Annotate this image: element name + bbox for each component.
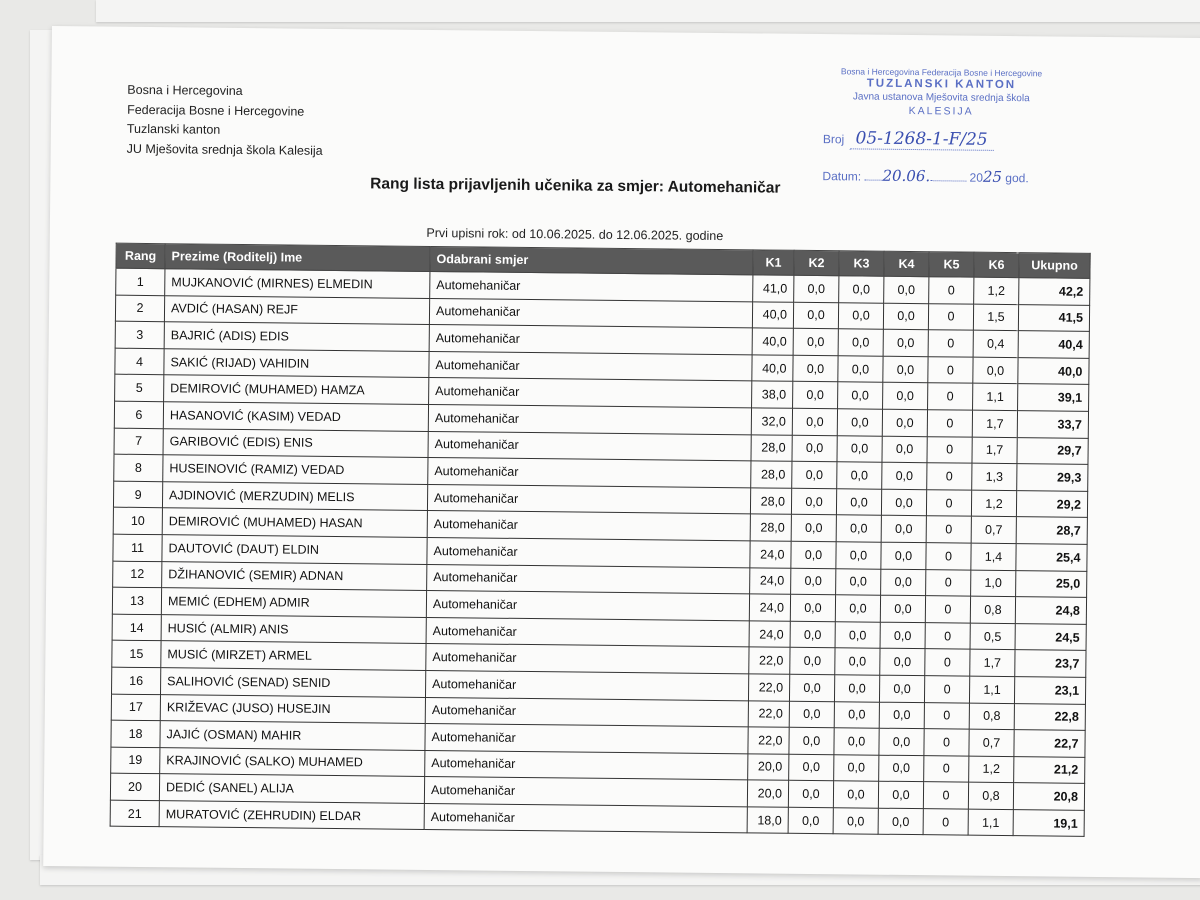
cell-k2: 0,0 — [791, 488, 836, 515]
cell-k1: 24,0 — [750, 567, 791, 594]
header-line: JU Mješovita srednja škola Kalesija — [126, 141, 323, 158]
header-k2: K2 — [794, 250, 839, 275]
cell-k5: 0 — [925, 622, 970, 649]
header-k6: K6 — [974, 252, 1019, 277]
cell-k3: 0,0 — [833, 808, 878, 835]
cell-k3: 0,0 — [838, 356, 883, 383]
stamp-line-4: KALESIJA — [908, 104, 974, 118]
cell-k6: 0,4 — [973, 330, 1018, 357]
cell-k3: 0,0 — [834, 728, 879, 755]
cell-ukupno: 24,5 — [1015, 623, 1086, 650]
cell-k6: 0,5 — [970, 623, 1015, 650]
cell-k1: 22,0 — [748, 700, 789, 727]
cell-k1: 28,0 — [750, 488, 791, 515]
cell-rang: 8 — [114, 454, 163, 481]
cell-rang: 6 — [114, 401, 163, 428]
cell-rang: 15 — [112, 640, 161, 667]
cell-k4: 0,0 — [882, 436, 927, 463]
cell-smjer: Automehaničar — [429, 298, 752, 328]
cell-name: DEMIROVIĆ (MUHAMED) HASAN — [162, 508, 427, 537]
stamp-line-3: Javna ustanova Mješovita srednja škola — [852, 91, 1030, 105]
cell-k3: 0,0 — [838, 302, 883, 329]
header-k1: K1 — [753, 250, 794, 275]
datum-year-value: 25 — [982, 167, 1003, 186]
cell-name: HUSIĆ (ALMIR) ANIS — [161, 614, 426, 643]
cell-k2: 0,0 — [794, 275, 839, 302]
cell-k5: 0 — [924, 702, 969, 729]
header-ukupno: Ukupno — [1019, 253, 1090, 279]
cell-name: BAJRIĆ (ADIS) EDIS — [164, 322, 429, 351]
cell-k3: 0,0 — [835, 621, 880, 648]
cell-k3: 0,0 — [834, 754, 879, 781]
cell-ukupno: 40,0 — [1018, 357, 1089, 384]
stamp-line-2: TUZLANSKI KANTON — [866, 77, 1017, 92]
paper-stack-back — [96, 0, 1200, 22]
cell-ukupno: 29,7 — [1017, 437, 1088, 464]
cell-k6: 0,7 — [971, 516, 1016, 543]
cell-rang: 1 — [116, 268, 165, 295]
cell-name: MEMIĆ (EDHEM) ADMIR — [161, 588, 426, 617]
cell-k5: 0 — [924, 729, 969, 756]
page-subtitle: Prvi upisni rok: od 10.06.2025. do 12.06.2025. godine — [426, 225, 724, 244]
cell-k5: 0 — [924, 755, 969, 782]
header-line: Federacija Bosne i Hercegovine — [127, 102, 305, 119]
cell-k1: 28,0 — [750, 514, 791, 541]
cell-name: MUSIĆ (MIRZET) ARMEL — [161, 641, 426, 670]
cell-k6: 0,8 — [969, 703, 1014, 730]
cell-ukupno: 22,8 — [1014, 703, 1085, 730]
cell-ukupno: 28,7 — [1016, 517, 1087, 544]
cell-k2: 0,0 — [789, 754, 834, 781]
cell-k6: 1,1 — [973, 384, 1018, 411]
cell-k6: 1,5 — [973, 304, 1018, 331]
cell-k6: 0,8 — [970, 596, 1015, 623]
cell-k5: 0 — [925, 649, 970, 676]
cell-k3: 0,0 — [837, 409, 882, 436]
cell-rang: 5 — [115, 375, 164, 402]
cell-k5: 0 — [928, 303, 973, 330]
cell-name: SAKIĆ (RIJAD) VAHIDIN — [164, 348, 429, 377]
cell-ukupno: 29,3 — [1017, 464, 1088, 491]
cell-k1: 20,0 — [747, 780, 788, 807]
cell-smjer: Automehaničar — [425, 670, 748, 700]
cell-rang: 3 — [115, 321, 164, 348]
cell-k4: 0,0 — [882, 409, 927, 436]
cell-k2: 0,0 — [788, 807, 833, 834]
cell-k1: 28,0 — [751, 434, 792, 461]
cell-k3: 0,0 — [834, 675, 879, 702]
cell-ukupno: 19,1 — [1013, 809, 1084, 836]
cell-name: DEDIĆ (SANEL) ALIJA — [159, 774, 424, 803]
cell-k5: 0 — [929, 277, 974, 304]
cell-k2: 0,0 — [793, 302, 838, 329]
cell-k4: 0,0 — [878, 808, 923, 835]
cell-k5: 0 — [926, 569, 971, 596]
cell-k5: 0 — [925, 596, 970, 623]
cell-k1: 18,0 — [747, 807, 788, 834]
cell-smjer: Automehaničar — [428, 404, 751, 434]
cell-k2: 0,0 — [793, 355, 838, 382]
cell-smjer: Automehaničar — [426, 591, 749, 621]
document-page — [43, 26, 1200, 878]
cell-k2: 0,0 — [792, 408, 837, 435]
header-smjer: Odabrani smjer — [430, 246, 753, 274]
cell-smjer: Automehaničar — [427, 537, 750, 567]
cell-rang: 9 — [113, 481, 162, 508]
cell-k4: 0,0 — [883, 383, 928, 410]
cell-k3: 0,0 — [837, 435, 882, 462]
cell-name: MUJKANOVIĆ (MIRNES) ELMEDIN — [165, 269, 430, 298]
cell-k1: 40,0 — [752, 355, 793, 382]
cell-k3: 0,0 — [839, 276, 884, 303]
cell-k1: 32,0 — [751, 408, 792, 435]
cell-smjer: Automehaničar — [427, 511, 750, 541]
cell-k4: 0,0 — [881, 542, 926, 569]
cell-smjer: Automehaničar — [424, 803, 747, 833]
cell-smjer: Automehaničar — [429, 325, 752, 355]
cell-k6: 1,7 — [972, 437, 1017, 464]
cell-k5: 0 — [928, 356, 973, 383]
cell-rang: 13 — [112, 587, 161, 614]
ranking-table — [110, 243, 1091, 838]
cell-k6: 1,7 — [972, 410, 1017, 437]
cell-smjer: Automehaničar — [429, 378, 752, 408]
table-body — [110, 268, 1090, 837]
cell-k5: 0 — [923, 782, 968, 809]
cell-k6: 1,7 — [970, 649, 1015, 676]
cell-k6: 1,2 — [971, 490, 1016, 517]
cell-k4: 0,0 — [884, 276, 929, 303]
cell-k3: 0,0 — [835, 595, 880, 622]
cell-ukupno: 41,5 — [1018, 304, 1089, 331]
cell-k4: 0,0 — [879, 728, 924, 755]
cell-name: KRIŽEVAC (JUSO) HUSEJIN — [160, 694, 425, 723]
cell-k5: 0 — [927, 436, 972, 463]
cell-k1: 22,0 — [748, 727, 789, 754]
cell-ukupno: 40,4 — [1018, 331, 1089, 358]
cell-k4: 0,0 — [879, 702, 924, 729]
header-k5: K5 — [929, 252, 974, 277]
cell-rang: 2 — [115, 295, 164, 322]
cell-rang: 17 — [111, 694, 160, 721]
header-line: Tuzlanski kanton — [126, 121, 221, 137]
header-line: Bosna i Hercegovina — [127, 82, 243, 99]
cell-k2: 0,0 — [790, 621, 835, 648]
datum-value: 20.06. — [882, 166, 931, 186]
page-title: Rang lista prijavljenih učenika za smjer: Automehaničar — [370, 175, 781, 197]
cell-k6: 0,8 — [968, 782, 1013, 809]
cell-k6: 1,3 — [972, 463, 1017, 490]
cell-name: GARIBOVIĆ (EDIS) ENIS — [163, 428, 428, 457]
cell-ukupno: 42,2 — [1019, 278, 1090, 305]
cell-k1: 22,0 — [748, 674, 789, 701]
cell-k6: 1,4 — [971, 543, 1016, 570]
cell-k1: 41,0 — [753, 275, 794, 302]
cell-rang: 11 — [113, 534, 162, 561]
cell-smjer: Automehaničar — [426, 644, 749, 674]
cell-k1: 28,0 — [751, 461, 792, 488]
cell-k6: 0,7 — [969, 729, 1014, 756]
header-name: Prezime (Roditelj) Ime — [165, 244, 430, 272]
cell-name: AJDINOVIĆ (MERZUDIN) MELIS — [162, 481, 427, 510]
cell-k1: 38,0 — [752, 381, 793, 408]
cell-k4: 0,0 — [881, 516, 926, 543]
cell-k6: 0,0 — [973, 357, 1018, 384]
cell-k1: 24,0 — [750, 541, 791, 568]
cell-k2: 0,0 — [790, 648, 835, 675]
cell-k2: 0,0 — [793, 328, 838, 355]
cell-smjer: Automehaničar — [429, 351, 752, 381]
cell-rang: 18 — [111, 720, 160, 747]
cell-k1: 24,0 — [749, 594, 790, 621]
cell-ukupno: 23,7 — [1015, 650, 1086, 677]
cell-ukupno: 22,7 — [1014, 730, 1085, 757]
cell-rang: 7 — [114, 428, 163, 455]
cell-k1: 40,0 — [752, 328, 793, 355]
cell-k3: 0,0 — [836, 488, 881, 515]
cell-name: DEMIROVIĆ (MUHAMED) HAMZA — [164, 375, 429, 404]
cell-k2: 0,0 — [792, 435, 837, 462]
cell-k5: 0 — [928, 383, 973, 410]
cell-k6: 1,1 — [968, 809, 1013, 836]
cell-k1: 20,0 — [748, 754, 789, 781]
stamp-broj — [823, 128, 994, 150]
cell-k6: 1,2 — [974, 277, 1019, 304]
cell-k5: 0 — [926, 489, 971, 516]
cell-name: SALIHOVIĆ (SENAD) SENID — [161, 668, 426, 697]
cell-ukupno: 21,2 — [1014, 756, 1085, 783]
cell-ukupno: 39,1 — [1018, 384, 1089, 411]
cell-k3: 0,0 — [834, 701, 879, 728]
cell-rang: 4 — [115, 348, 164, 375]
stamp-line-1: Bosna i Hercegovina Federacija Bosne i Hercegovine — [840, 66, 1043, 79]
cell-k6: 1,1 — [969, 676, 1014, 703]
cell-k3: 0,0 — [838, 329, 883, 356]
broj-label: Broj — [822, 132, 845, 147]
cell-k5: 0 — [927, 410, 972, 437]
cell-k2: 0,0 — [790, 594, 835, 621]
header-k4: K4 — [884, 251, 929, 276]
datum-year-prefix: 20 — [969, 170, 983, 185]
cell-k4: 0,0 — [879, 755, 924, 782]
cell-k4: 0,0 — [881, 569, 926, 596]
cell-k4: 0,0 — [879, 675, 924, 702]
cell-k3: 0,0 — [835, 648, 880, 675]
cell-smjer: Automehaničar — [427, 564, 750, 594]
cell-k2: 0,0 — [788, 781, 833, 808]
broj-value: 05-1268-1-F/25 — [849, 128, 993, 151]
cell-k6: 1,2 — [969, 756, 1014, 783]
cell-ukupno: 20,8 — [1013, 783, 1084, 810]
cell-k3: 0,0 — [838, 382, 883, 409]
cell-k5: 0 — [927, 463, 972, 490]
cell-k2: 0,0 — [789, 727, 834, 754]
cell-k5: 0 — [924, 676, 969, 703]
cell-rang: 12 — [113, 561, 162, 588]
cell-name: KRAJINOVIĆ (SALKO) MUHAMED — [160, 747, 425, 776]
cell-ukupno: 33,7 — [1017, 411, 1088, 438]
cell-k3: 0,0 — [836, 568, 881, 595]
cell-rang: 19 — [111, 747, 160, 774]
cell-k4: 0,0 — [883, 329, 928, 356]
cell-k6: 1,0 — [971, 570, 1016, 597]
cell-ukupno: 25,4 — [1016, 544, 1087, 571]
cell-smjer: Automehaničar — [428, 458, 751, 488]
cell-ukupno: 23,1 — [1014, 677, 1085, 704]
cell-ukupno: 24,8 — [1015, 597, 1086, 624]
cell-smjer: Automehaničar — [426, 617, 749, 647]
cell-name: DŽIHANOVIĆ (SEMIR) ADNAN — [162, 561, 427, 590]
cell-rang: 20 — [110, 773, 159, 800]
cell-k4: 0,0 — [880, 649, 925, 676]
cell-name: HASANOVIĆ (KASIM) VEDAD — [163, 402, 428, 431]
cell-smjer: Automehaničar — [425, 750, 748, 780]
cell-smjer: Automehaničar — [425, 724, 748, 754]
cell-k2: 0,0 — [791, 541, 836, 568]
cell-k5: 0 — [926, 516, 971, 543]
cell-k3: 0,0 — [836, 515, 881, 542]
cell-k5: 0 — [926, 543, 971, 570]
cell-smjer: Automehaničar — [430, 271, 753, 301]
cell-smjer: Automehaničar — [427, 484, 750, 514]
cell-ukupno: 25,0 — [1016, 570, 1087, 597]
cell-k2: 0,0 — [789, 701, 834, 728]
official-stamp — [820, 66, 1061, 194]
cell-rang: 10 — [113, 508, 162, 535]
cell-k4: 0,0 — [883, 356, 928, 383]
datum-label: Datum: — [822, 169, 862, 184]
cell-ukupno: 29,2 — [1016, 490, 1087, 517]
cell-name: MURATOVIĆ (ZEHRUDIN) ELDAR — [159, 801, 424, 830]
cell-name: AVDIĆ (HASAN) REJF — [164, 295, 429, 324]
cell-k3: 0,0 — [836, 542, 881, 569]
cell-k3: 0,0 — [833, 781, 878, 808]
cell-name: JAJIĆ (OSMAN) MAHIR — [160, 721, 425, 750]
cell-k2: 0,0 — [792, 461, 837, 488]
cell-rang: 16 — [112, 667, 161, 694]
cell-smjer: Automehaničar — [424, 777, 747, 807]
cell-k5: 0 — [928, 330, 973, 357]
cell-rang: 21 — [110, 800, 159, 827]
cell-k4: 0,0 — [880, 622, 925, 649]
cell-k5: 0 — [923, 809, 968, 836]
cell-k1: 40,0 — [752, 301, 793, 328]
cell-name: HUSEINOVIĆ (RAMIZ) VEDAD — [163, 455, 428, 484]
cell-k2: 0,0 — [791, 515, 836, 542]
cell-k1: 22,0 — [749, 647, 790, 674]
cell-k2: 0,0 — [789, 674, 834, 701]
cell-k2: 0,0 — [791, 568, 836, 595]
datum-suffix: god. — [1005, 170, 1029, 186]
cell-k4: 0,0 — [882, 462, 927, 489]
cell-smjer: Automehaničar — [428, 431, 751, 461]
cell-smjer: Automehaničar — [425, 697, 748, 727]
cell-k4: 0,0 — [880, 595, 925, 622]
cell-name: DAUTOVIĆ (DAUT) ELDIN — [162, 535, 427, 564]
cell-rang: 14 — [112, 614, 161, 641]
cell-k3: 0,0 — [837, 462, 882, 489]
institution-header — [127, 81, 324, 161]
cell-k4: 0,0 — [881, 489, 926, 516]
header-k3: K3 — [839, 251, 884, 276]
cell-k4: 0,0 — [883, 303, 928, 330]
cell-k1: 24,0 — [749, 621, 790, 648]
cell-k4: 0,0 — [878, 781, 923, 808]
header-rang: Rang — [116, 243, 165, 269]
cell-k2: 0,0 — [793, 382, 838, 409]
